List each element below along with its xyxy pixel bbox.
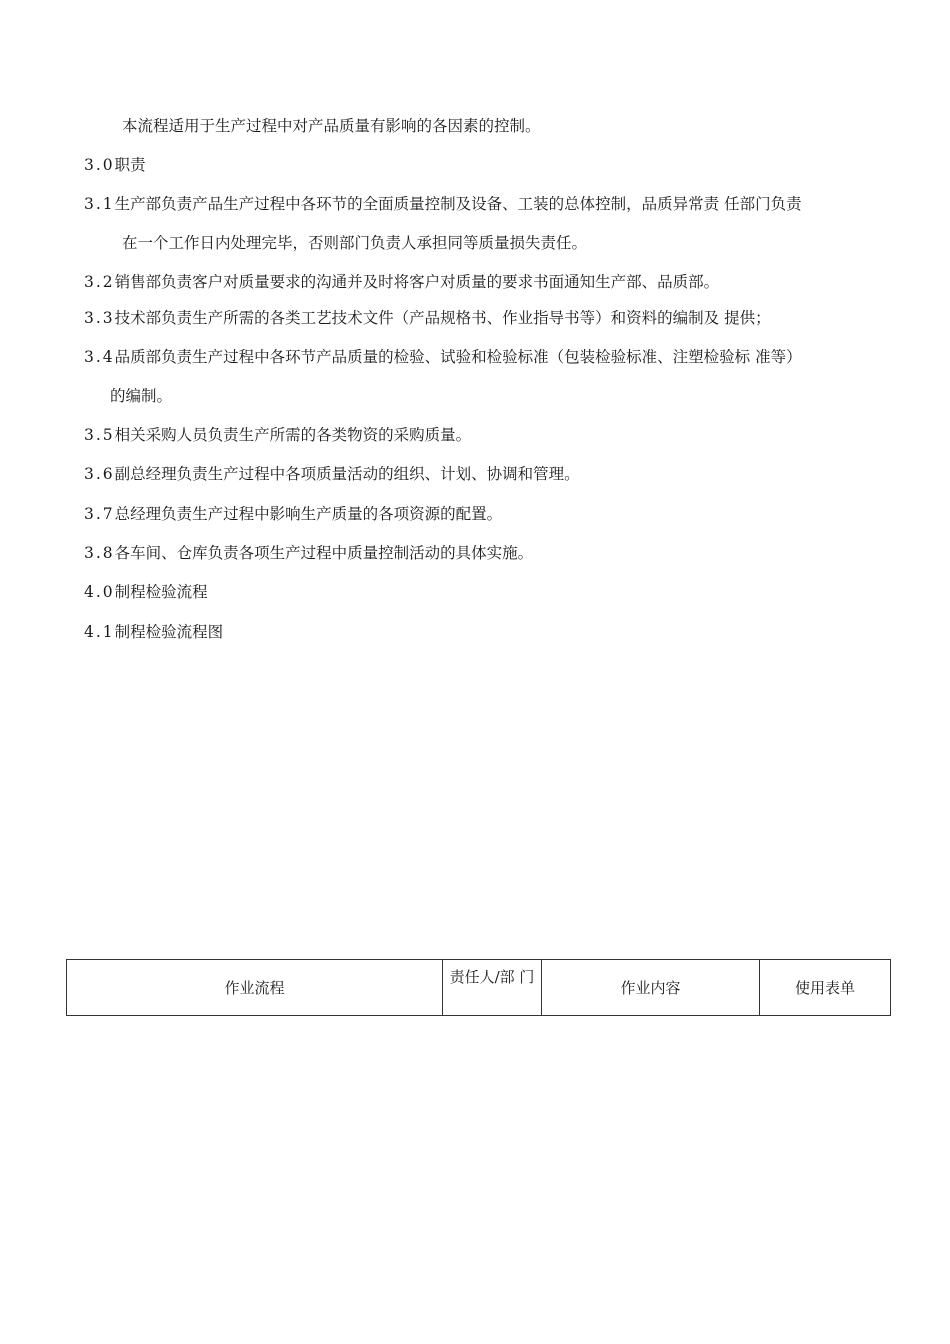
header-workflow: 作业流程 bbox=[67, 960, 443, 1016]
section-text: 品质部负责生产过程中各环节产品质量的检验、试验和检验标准（包装检验标准、注塑检验标 准等） bbox=[114, 348, 802, 366]
section-number: 3.5 bbox=[84, 426, 115, 444]
section-number: 3.8 bbox=[84, 544, 115, 562]
section-number: 3.7 bbox=[84, 505, 115, 523]
clause-3-8 bbox=[84, 543, 533, 563]
section-text: 制程检验流程图 bbox=[114, 623, 224, 641]
clause-3-4 bbox=[84, 347, 802, 367]
intro-paragraph: 本流程适用于生产过程中对产品质量有影响的各因素的控制。 bbox=[122, 117, 541, 135]
clause-3-2 bbox=[84, 272, 719, 292]
clause-3-6 bbox=[84, 464, 580, 484]
section-number: 4.1 bbox=[84, 623, 115, 641]
section-number: 3.1 bbox=[84, 195, 115, 213]
clause-3-7 bbox=[84, 504, 502, 524]
section-text: 各车间、仓库负责各项生产过程中质量控制活动的具体实施。 bbox=[114, 544, 534, 562]
section-text: 技术部负责生产所需的各类工艺技术文件（产品规格书、作业指导书等）和资料的编制及 提供； bbox=[114, 309, 771, 327]
section-text: 生产部负责产品生产过程中各环节的全面质量控制及设备、工装的总体控制，品质异常责 任部门负责 bbox=[114, 195, 802, 213]
header-responsible-department: 责任人/部 门 bbox=[443, 960, 542, 1016]
section-text: 销售部负责客户对质量要求的沟通并及时将客户对质量的要求书面通知生产部、品质部。 bbox=[114, 273, 720, 291]
section-heading-4-0 bbox=[84, 582, 208, 602]
section-text: 职责 bbox=[114, 156, 146, 174]
section-number: 3.4 bbox=[84, 348, 115, 366]
header-forms-used: 使用表单 bbox=[760, 960, 891, 1016]
clause-3-1 bbox=[84, 194, 802, 214]
section-text: 总经理负责生产过程中影响生产质量的各项资源的配置。 bbox=[114, 505, 503, 523]
header-work-content: 作业内容 bbox=[542, 960, 760, 1016]
clause-3-5 bbox=[84, 425, 471, 445]
section-number: 3.0 bbox=[84, 156, 115, 174]
section-number: 3.2 bbox=[84, 273, 115, 291]
section-text: 副总经理负责生产过程中各项质量活动的组织、计划、协调和管理。 bbox=[114, 465, 580, 483]
clause-3-3 bbox=[84, 308, 771, 328]
clause-3-1-continuation: 在一个工作日内处理完毕，否则部门负责人承担同等质量损失责任。 bbox=[122, 234, 588, 252]
section-heading-4-1 bbox=[84, 622, 223, 642]
clause-3-4-continuation: 的编制。 bbox=[110, 387, 173, 405]
section-number: 4.0 bbox=[84, 583, 115, 601]
process-flow-table bbox=[66, 959, 891, 1016]
table-header-row bbox=[67, 960, 891, 1016]
section-text: 相关采购人员负责生产所需的各类物资的采购质量。 bbox=[114, 426, 472, 444]
section-number: 3.6 bbox=[84, 465, 115, 483]
section-text: 制程检验流程 bbox=[114, 583, 208, 601]
section-number: 3.3 bbox=[84, 309, 115, 327]
section-heading-3-0 bbox=[84, 155, 146, 175]
